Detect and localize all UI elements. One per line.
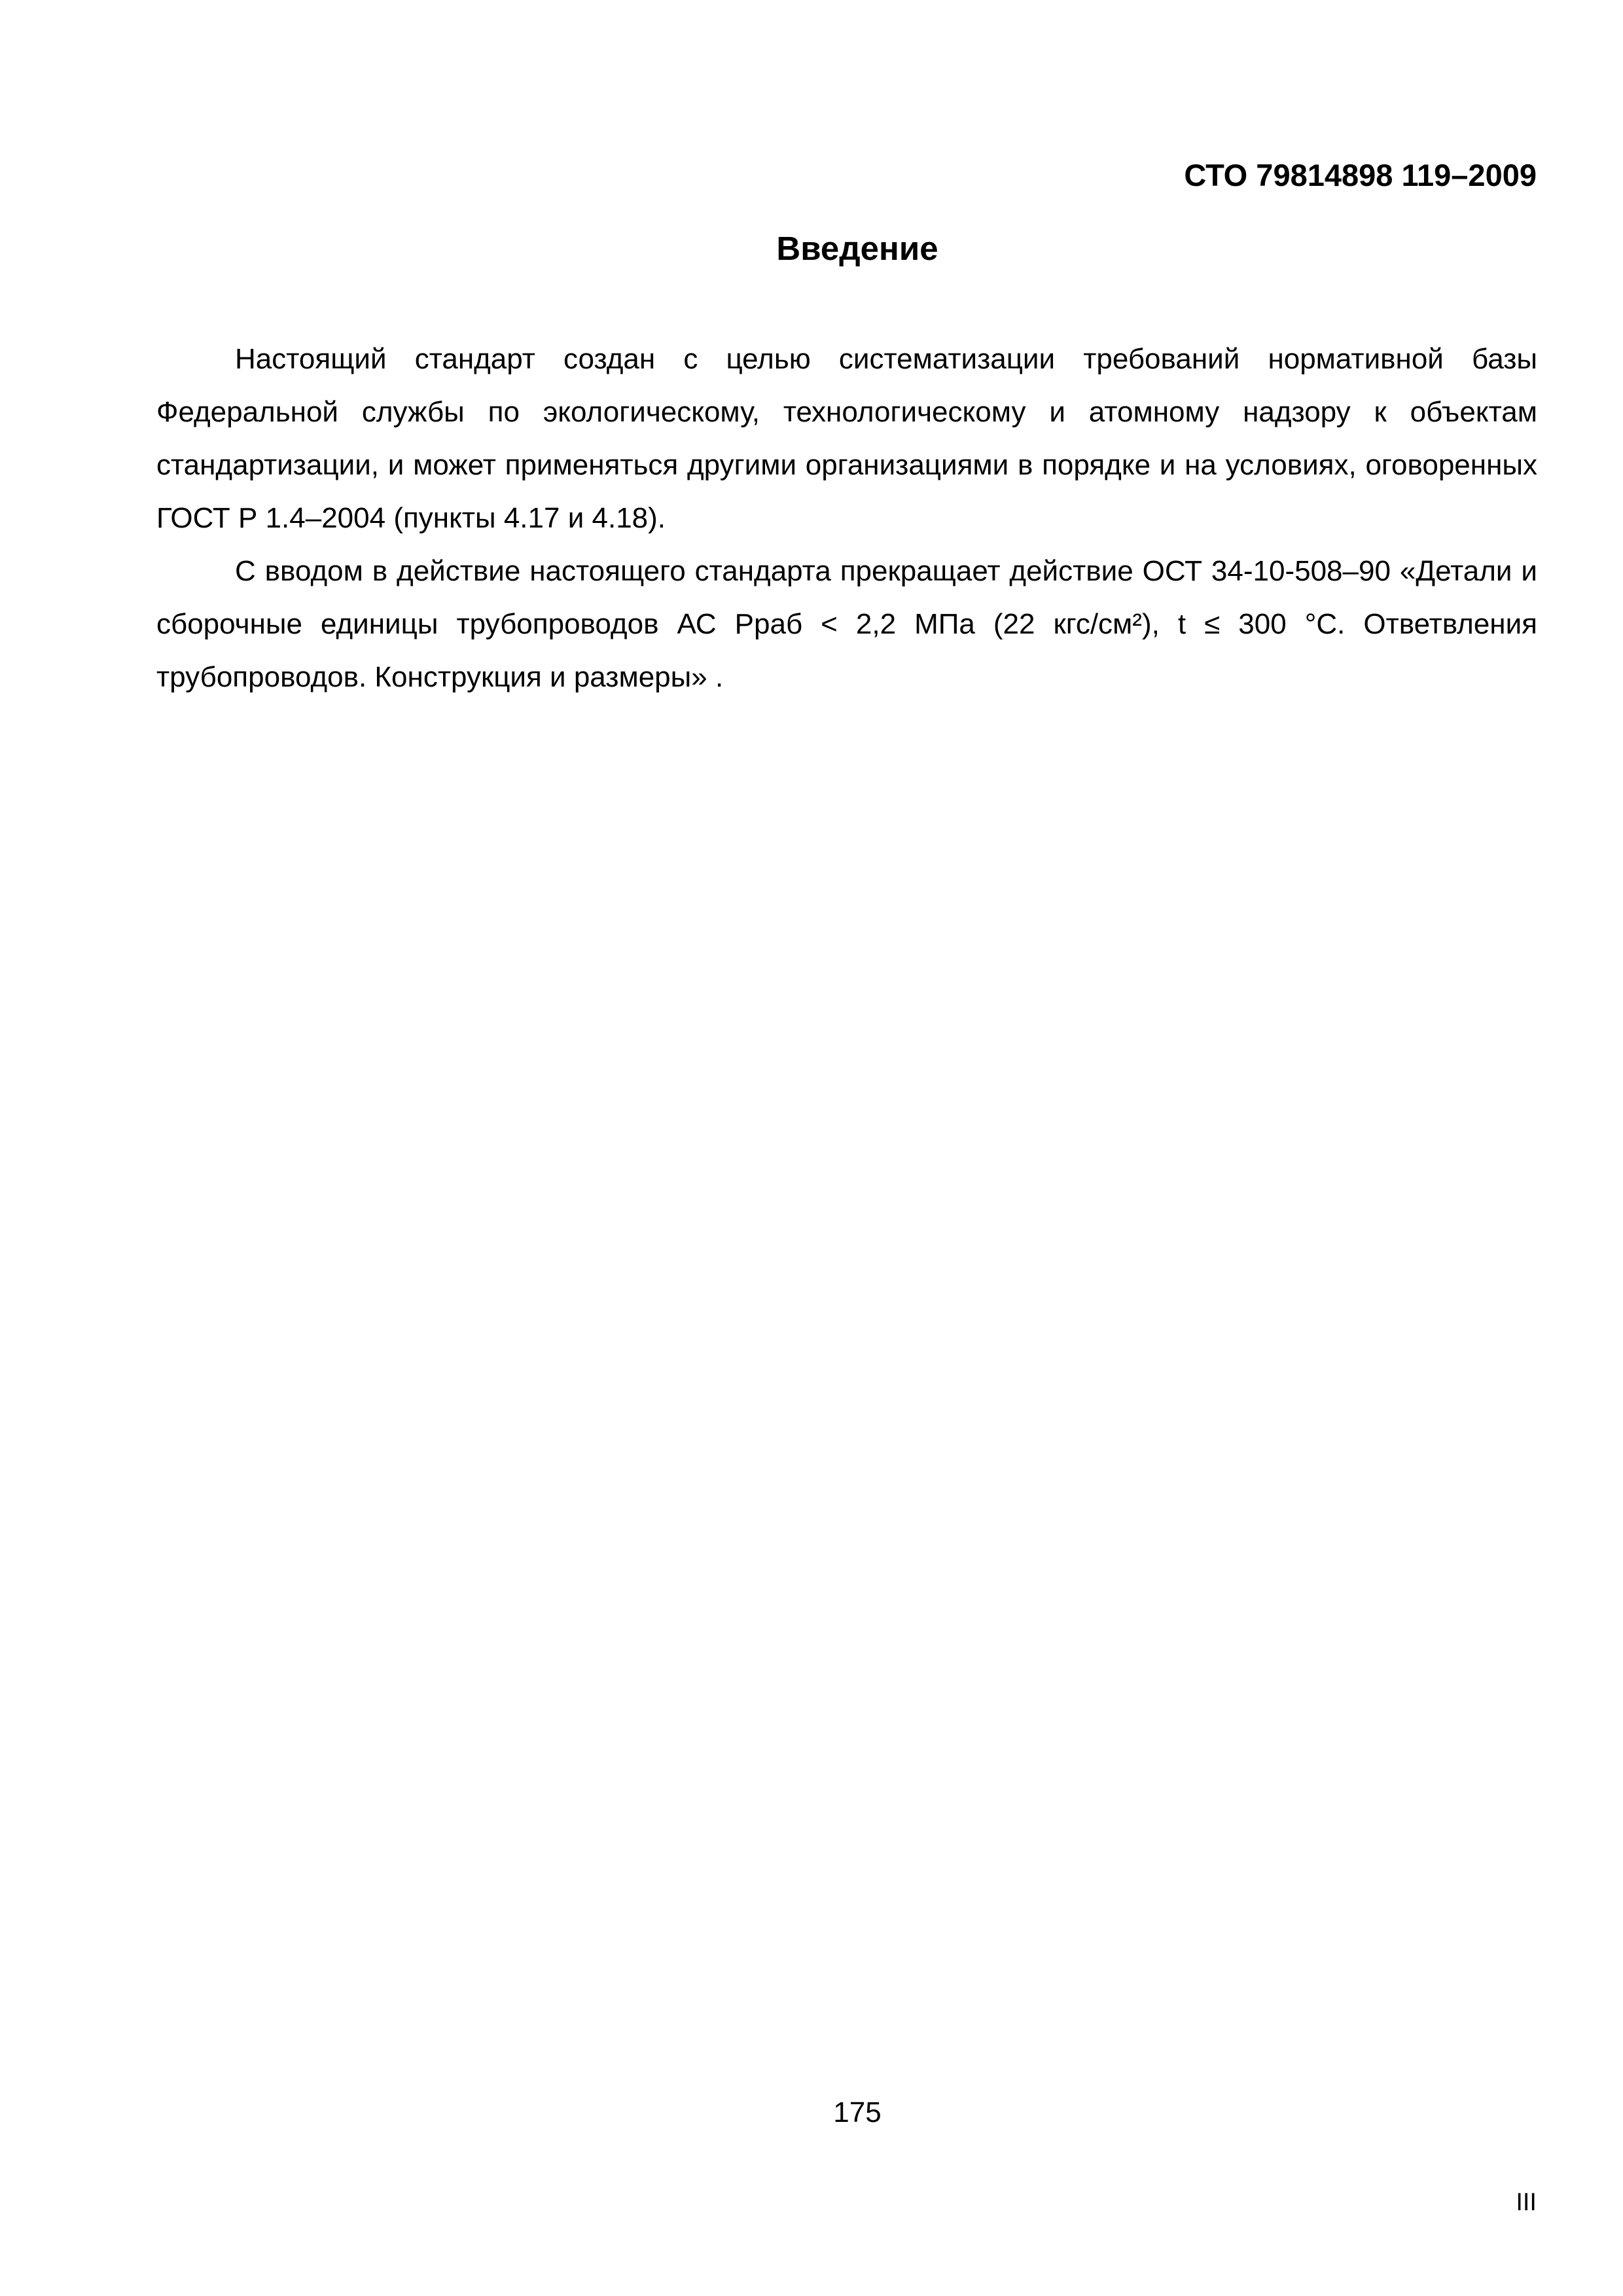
section-title: Введение: [776, 230, 938, 267]
page-number: 175: [833, 2096, 882, 2128]
paragraph-supersedes: С вводом в действие настоящего стандарта прекращает действие ОСТ 34-10-508–90 «Детали и сборочные единицы трубопроводов АС Рраб < 2,2 МПа (22 кгс/см²), t ≤ 300 °С. Ответвления трубопроводов. Конструкция и размеры» .: [156, 555, 1537, 693]
paragraph-purpose: Настоящий стандарт создан с целью систематизации требований нормативной базы Федеральной службы по экологическому, технологическому и атомному надзору к объектам стандартизации, и может применяться другими организациями в порядке и на условиях, оговоренных ГОСТ Р 1.4–2004 (пункты 4.17 и 4.18).: [156, 343, 1537, 534]
section-number: III: [1516, 2189, 1537, 2216]
document-body: [156, 332, 1537, 704]
document-code: СТО 79814898 119–2009: [1184, 158, 1537, 192]
